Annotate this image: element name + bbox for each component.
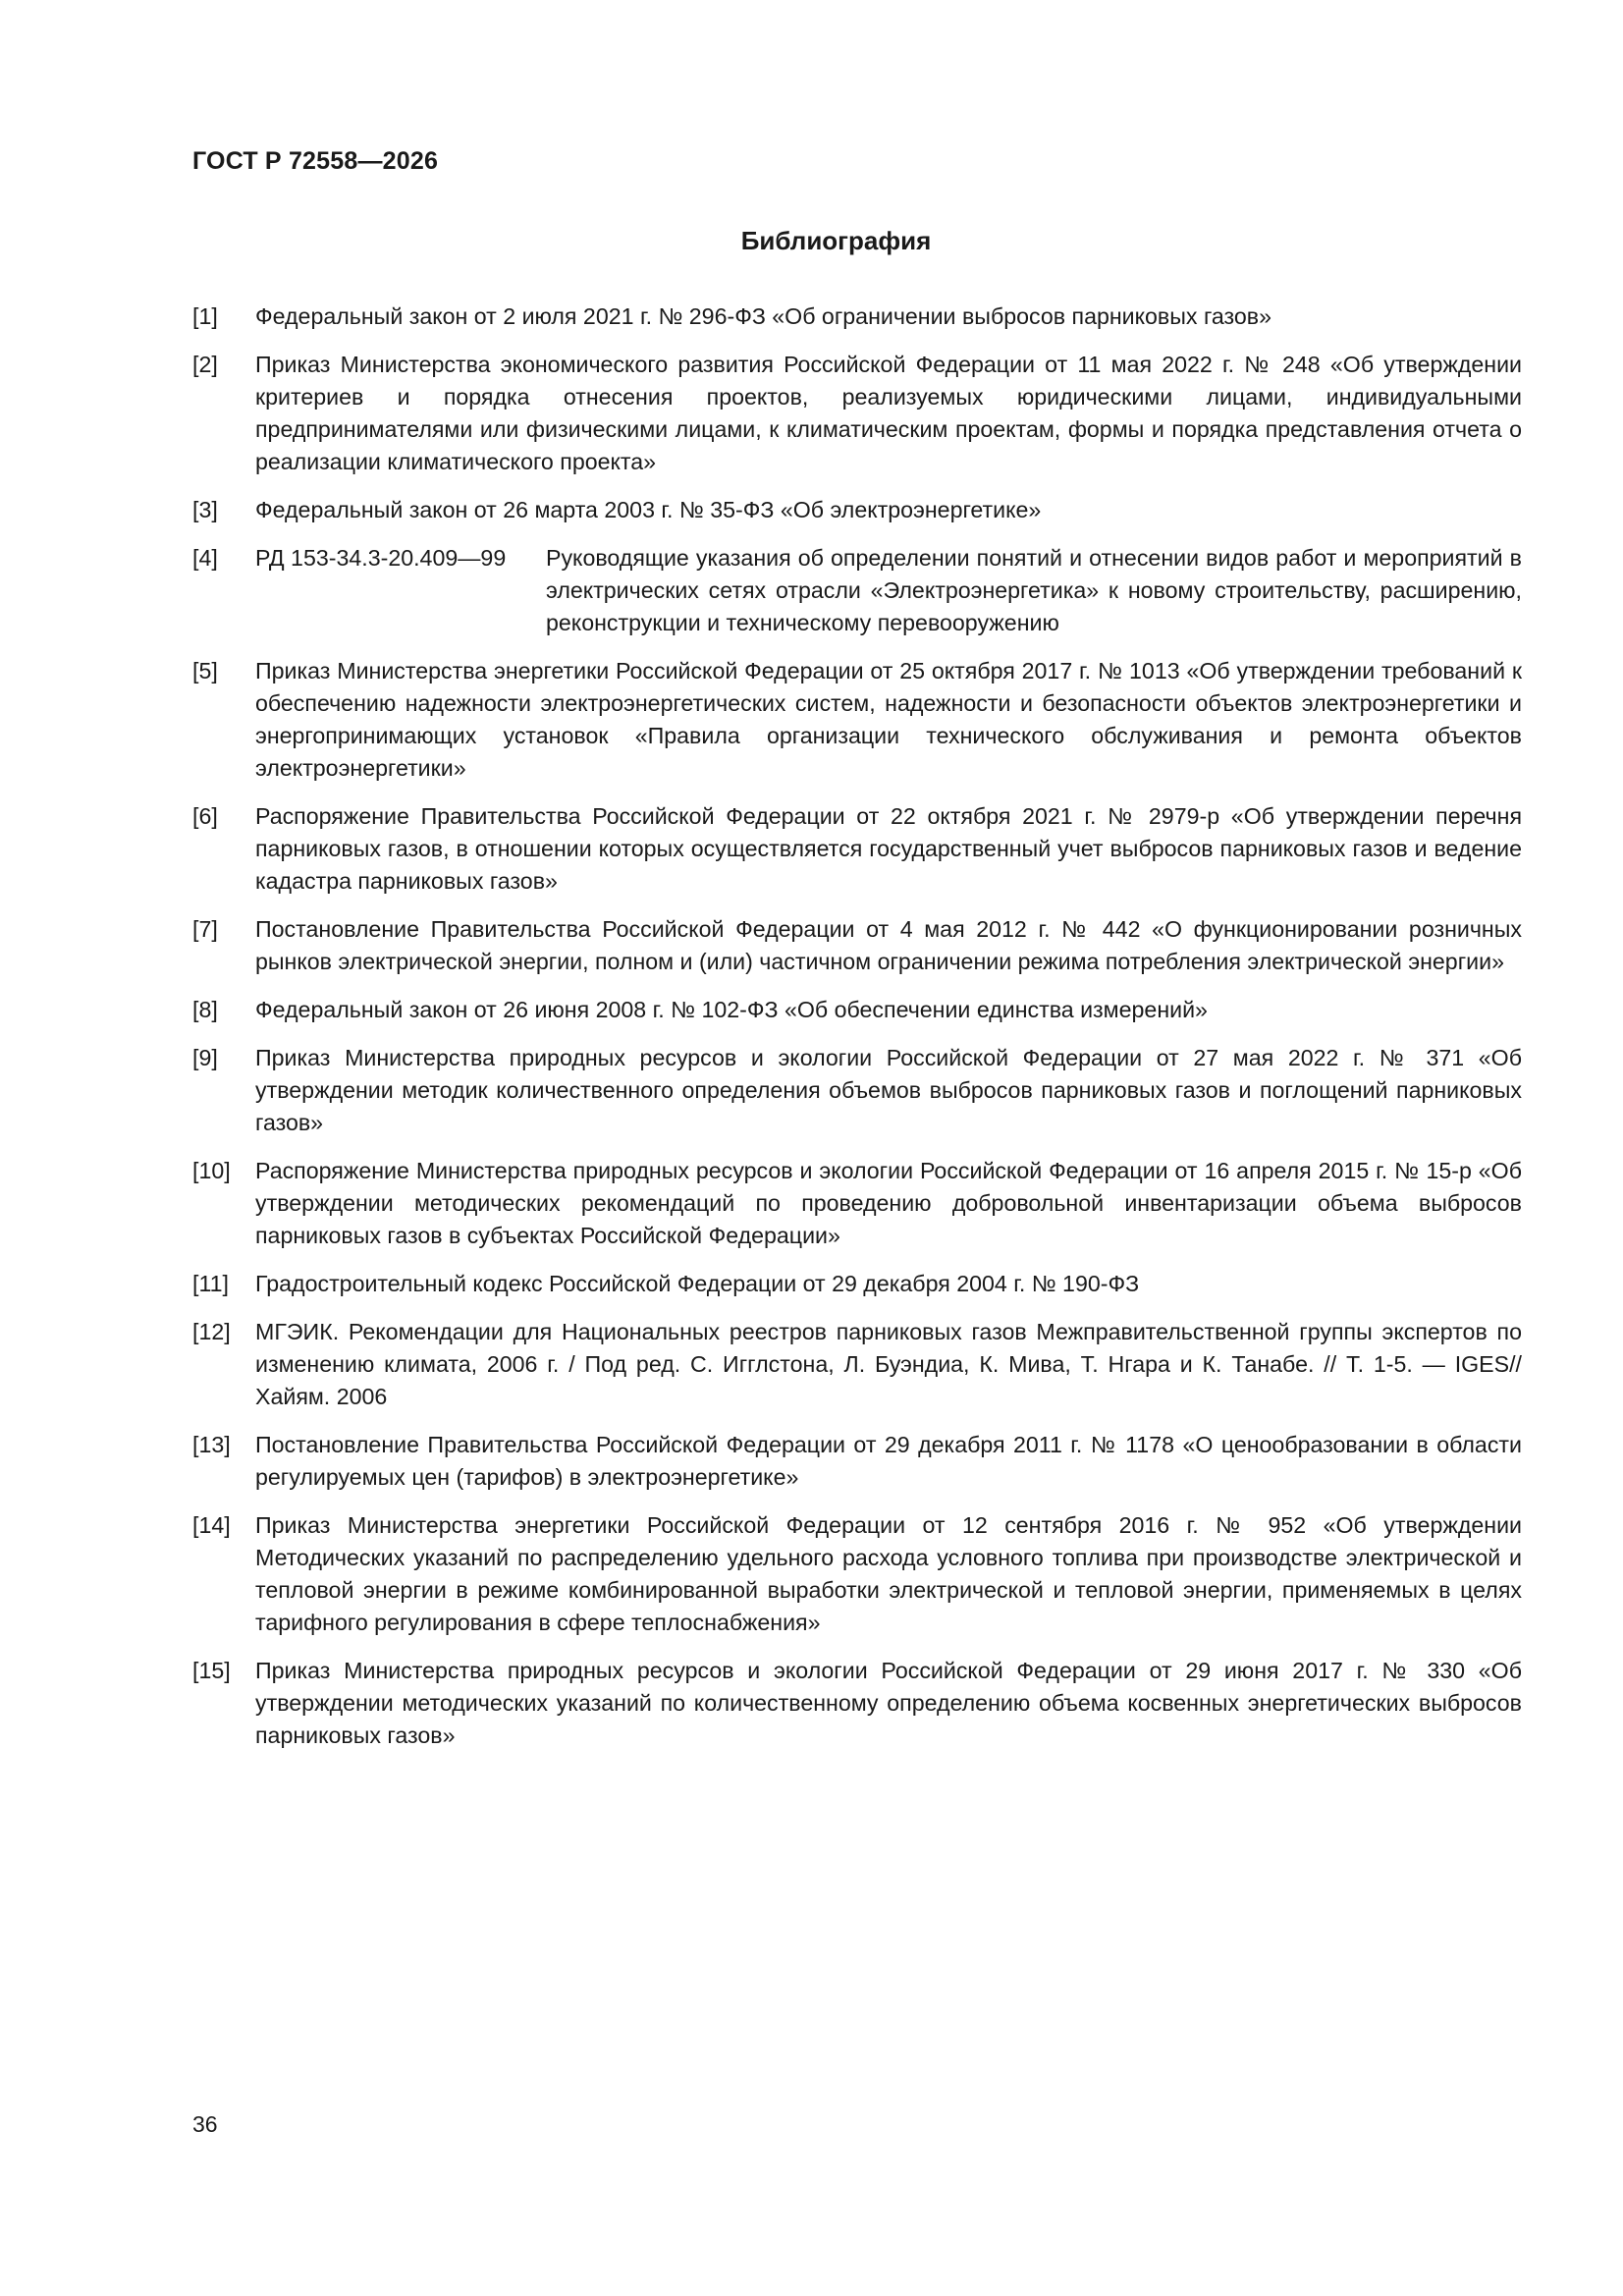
entry-number: [11] bbox=[192, 1271, 229, 1296]
document-code: ГОСТ Р 72558—2026 bbox=[192, 147, 439, 175]
entry-number: [2] bbox=[192, 352, 218, 377]
entry-code: РД 153-34.3-20.409—99 bbox=[255, 545, 507, 571]
entry-text: Федеральный закон от 26 марта 2003 г. № 35-ФЗ «Об электроэнергетике» bbox=[255, 497, 1042, 522]
entry-number: [5] bbox=[192, 658, 218, 683]
bibliography-entry bbox=[192, 800, 1522, 898]
bibliography-entry bbox=[192, 913, 1522, 978]
entry-number: [9] bbox=[192, 1045, 218, 1070]
page-number: 36 bbox=[192, 2111, 218, 2137]
entry-text: Приказ Министерства природных ресурсов и экологии Российской Федерации от 27 мая 2022 г. № 371 «Об утверждении методик количественного определения объемов выбросов парниковых газов и поглощений парниковых газов» bbox=[255, 1045, 1522, 1135]
entry-number: [4] bbox=[192, 545, 218, 571]
entry-text: Постановление Правительства Российской Федерации от 29 декабря 2011 г. № 1178 «О ценообразовании в области регулируемых цен (тарифов) в электроэнергетике» bbox=[255, 1432, 1522, 1490]
bibliography-entry bbox=[192, 494, 1522, 526]
bibliography-entry bbox=[192, 1509, 1522, 1639]
bibliography-entry bbox=[192, 1042, 1522, 1139]
entry-number: [6] bbox=[192, 803, 218, 829]
entry-number: [1] bbox=[192, 303, 218, 329]
entry-text: Градостроительный кодекс Российской Федерации от 29 декабря 2004 г. № 190-ФЗ bbox=[255, 1271, 1140, 1296]
entry-text: МГЭИК. Рекомендации для Национальных реестров парниковых газов Межправительственной группы экспертов по изменению климата, 2006 г. / Под ред. С. Игглстона, Л. Буэндиа, К. Мива, Т. Нгара и К. Танабе. // Т. 1-5. — IGES// Хайям. 2006 bbox=[255, 1319, 1522, 1409]
bibliography-entry bbox=[192, 1429, 1522, 1494]
entry-text: Распоряжение Министерства природных ресурсов и экологии Российской Федерации от 16 апреля 2015 г. № 15-р «Об утверждении методических рекомендаций по проведению добровольной инвентаризации объема выбросов парниковых газов в субъектах Российской Федерации» bbox=[255, 1158, 1522, 1248]
entry-number: [3] bbox=[192, 497, 218, 522]
bibliography-entry bbox=[192, 1155, 1522, 1252]
entry-number: [10] bbox=[192, 1158, 231, 1183]
entry-text: Федеральный закон от 2 июля 2021 г. № 296-ФЗ «Об ограничении выбросов парниковых газов» bbox=[255, 303, 1272, 329]
entry-number: [7] bbox=[192, 916, 218, 942]
entry-number: [13] bbox=[192, 1432, 231, 1457]
bibliography-entry bbox=[192, 655, 1522, 785]
bibliography-entry bbox=[192, 301, 1522, 333]
entry-text: Распоряжение Правительства Российской Федерации от 22 октября 2021 г. № 2979-р «Об утверждении перечня парниковых газов, в отношении которых осуществляется государственный учет выбросов парниковых газов и ведение кадастра парниковых газов» bbox=[255, 803, 1522, 894]
entry-text: Приказ Министерства энергетики Российской Федерации от 12 сентября 2016 г. № 952 «Об утверждении Методических указаний по распределению удельного расхода условного топлива при производстве электрической и тепловой энергии в режиме комбинированной выработки электрической и тепловой энергии, применяемых в целях тарифного регулирования в сфере теплоснабжения» bbox=[255, 1512, 1522, 1635]
entry-text: Руководящие указания об определении понятий и отнесении видов работ и мероприятий в электрических сетях отрасли «Электроэнергетика» к новому строительству, расширению, реконструкции и техническому перевооружению bbox=[546, 545, 1522, 635]
entry-number: [8] bbox=[192, 997, 218, 1022]
bibliography-entry bbox=[192, 1655, 1522, 1752]
entry-number: [14] bbox=[192, 1512, 231, 1538]
bibliography-entry bbox=[192, 349, 1522, 478]
entry-text: Приказ Министерства энергетики Российской Федерации от 25 октября 2017 г. № 1013 «Об утверждении требований к обеспечению надежности электроэнергетических систем, надежности и безопасности объектов электроэнергетики и энергопринимающих установок «Правила организации технического обслуживания и ремонта объектов электроэнергетики» bbox=[255, 658, 1522, 781]
entry-text: Приказ Министерства экономического развития Российской Федерации от 11 мая 2022 г. № 248 «Об утверждении критериев и порядка отнесения проектов, реализуемых юридическими лицами, индивидуальными предпринимателями или физическими лицами, к климатическим проектам, формы и порядка представления отчета о реализации климатического проекта» bbox=[255, 352, 1522, 474]
bibliography-entry bbox=[192, 542, 1522, 639]
entry-text: Приказ Министерства природных ресурсов и экологии Российской Федерации от 29 июня 2017 г. № 330 «Об утверждении методических указаний по количественному определению объема косвенных энергетических выбросов парниковых газов» bbox=[255, 1658, 1522, 1748]
entry-number: [12] bbox=[192, 1319, 231, 1344]
bibliography-entry bbox=[192, 994, 1522, 1026]
section-title: Библиография bbox=[740, 226, 932, 255]
entry-number: [15] bbox=[192, 1658, 231, 1683]
entry-text: Федеральный закон от 26 июня 2008 г. № 102-ФЗ «Об обеспечении единства измерений» bbox=[255, 997, 1208, 1022]
entry-text: Постановление Правительства Российской Федерации от 4 мая 2012 г. № 442 «О функционировании розничных рынков электрической энергии, полном и (или) частичном ограничении режима потребления электрической энергии» bbox=[255, 916, 1522, 974]
bibliography-entry bbox=[192, 1316, 1522, 1413]
bibliography-entry bbox=[192, 1268, 1522, 1300]
bibliography-list bbox=[192, 301, 1522, 1768]
